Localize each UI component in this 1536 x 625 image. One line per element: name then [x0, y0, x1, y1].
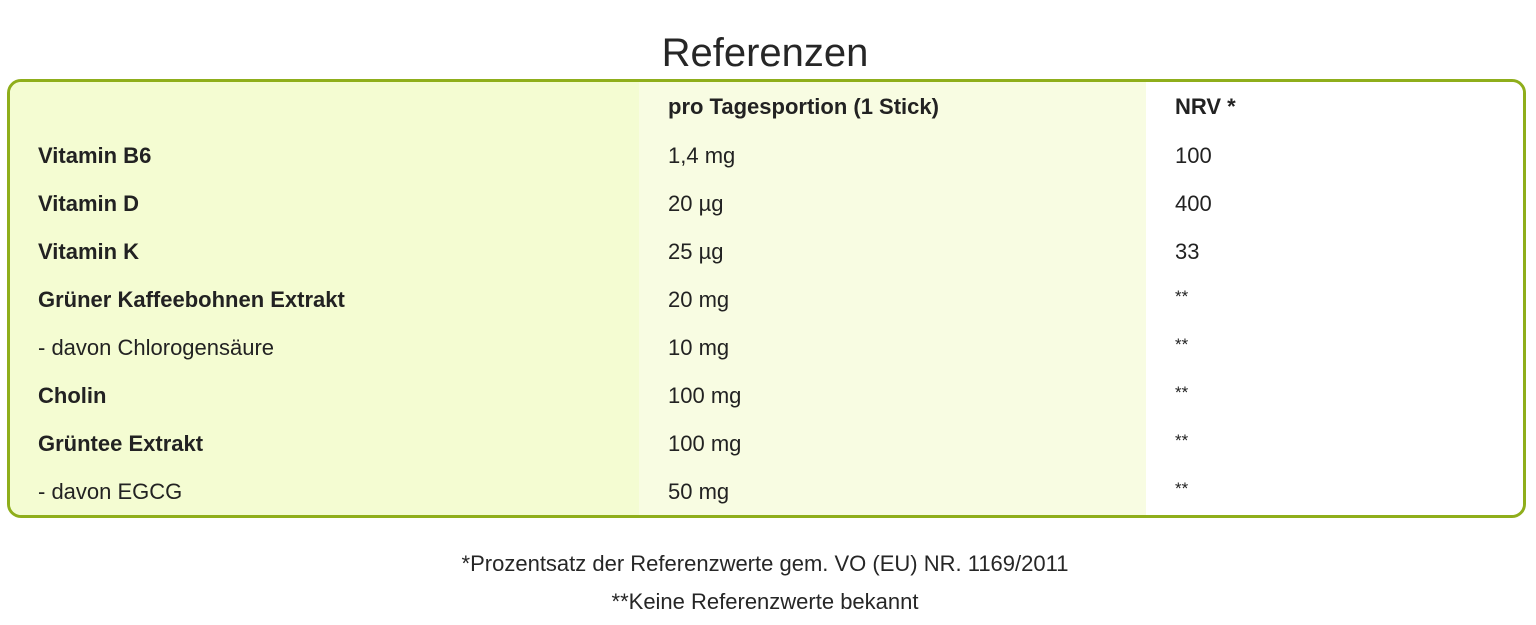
table-row [10, 276, 1523, 324]
row-nrv: ** [1175, 335, 1189, 354]
header-amount: pro Tagesportion (1 Stick) [668, 94, 939, 119]
row-amount: 1,4 mg [668, 143, 736, 168]
nrv-footnote: *Prozentsatz der Referenzwerte gem. VO (EU) NR. 1169/2011 [461, 551, 1069, 576]
row-name: - davon EGCG [38, 479, 183, 504]
row-name: - davon Chlorogensäure [38, 335, 275, 360]
table-row [10, 372, 1523, 420]
row-nrv: ** [1175, 431, 1189, 450]
page-title: Referenzen [661, 30, 869, 75]
row-amount: 100 mg [668, 383, 742, 408]
reference-table [10, 82, 1523, 516]
row-name: Grüner Kaffeebohnen Extrakt [38, 287, 345, 312]
table-row [10, 228, 1523, 276]
header-name [10, 82, 639, 132]
row-nrv: 100 [1175, 143, 1212, 168]
row-name: Vitamin K [38, 239, 140, 264]
row-nrv: ** [1175, 287, 1189, 306]
row-name: Vitamin B6 [38, 143, 152, 168]
table-header-row [10, 82, 1523, 132]
header-nrv: NRV * [1175, 94, 1236, 119]
table-row [10, 324, 1523, 372]
row-name: Cholin [38, 383, 107, 408]
row-amount: 20 mg [668, 287, 730, 312]
row-name: Grüntee Extrakt [38, 431, 204, 456]
row-amount: 50 mg [668, 479, 730, 504]
table-row [10, 180, 1523, 228]
row-nrv: 400 [1175, 191, 1212, 216]
row-amount: 100 mg [668, 431, 742, 456]
table-row [10, 468, 1523, 516]
reference-table-panel [7, 79, 1526, 518]
row-amount: 20 µg [668, 191, 724, 216]
table-row [10, 420, 1523, 468]
table-row [10, 132, 1523, 180]
footnotes [0, 548, 1530, 624]
row-nrv: ** [1175, 383, 1189, 402]
row-amount: 25 µg [668, 239, 724, 264]
row-nrv: 33 [1175, 239, 1200, 264]
row-nrv: ** [1175, 479, 1189, 498]
row-name: Vitamin D [38, 191, 140, 216]
no-reference-footnote: **Keine Referenzwerte bekannt [611, 589, 919, 614]
row-amount: 10 mg [668, 335, 730, 360]
